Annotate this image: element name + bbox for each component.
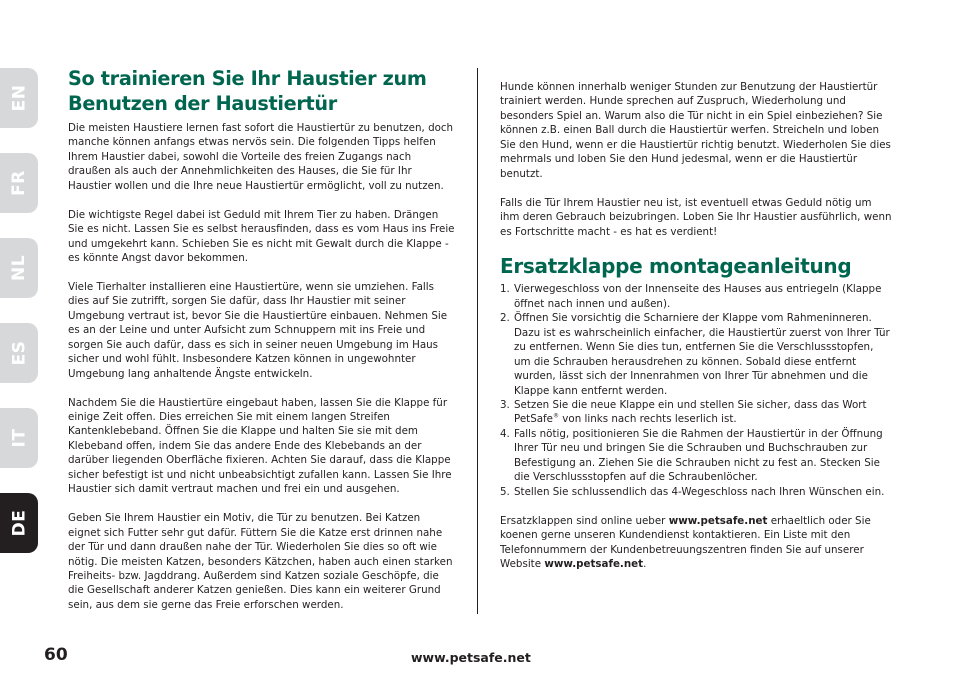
step-item [500,398,892,427]
tab-en-label: EN [9,84,29,112]
step-text: Stellen Sie schlussendlich das 4-Wegeschloss nach Ihren Wünschen ein. [514,485,885,498]
tab-it[interactable] [0,408,38,468]
training-heading: So trainieren Sie Ihr Haustier zum Benutzen der Haustiertür [68,67,427,115]
left-paragraph-5: Geben Sie Ihrem Haustier ein Motiv, die Tür zu benutzen. Bei Katzen eignet sich Futter sehr gut dafür. Füttern Sie die Katze erst drinnen nahe der Tür und dann draußen nahe der Tür. Wiederholen Sie dies so oft wie nötig. Die meisten Katzen, besonders Kätzchen, haben auch einen starken Freiheits- bzw. Jagddrang. Außerdem sind Katzen soziale Geschöpfe, die die Gesellschaft anderer Katzen genießen. Dies kann ein weiterer Grund sein, aus dem sie gerne das Freie erforschen werden. [68,512,453,611]
right-column [500,80,892,571]
tab-en[interactable] [0,68,38,128]
right-paragraph-1: Hunde können innerhalb weniger Stunden zur Benutzung der Haustiertür trainiert werden. Hunde sprechen auf Zuspruch, Wiederholung und besonders Spiel an. Warum also die Tür nicht in ein Spiel einbeziehen? Sie können z.B. einen Ball durch die Haustiertür werfen. Streicheln und loben Sie den Hund, wenn er die Haustiertür richtig benutzt. Wiederholen Sie dies mehrmals und loben Sie den Hund jedesmal, wenn er die Haustiertür benutzt. [500,81,891,180]
petsafe-link[interactable]: www.petsafe.net [544,558,644,570]
column-divider [477,68,478,614]
step-text: Öffnen Sie vorsichtig die Scharniere der Klappe vom Rahmeninneren. Dazu ist es wahrscheinlich einfacher, die Haustiertür zuerst von Ihrer Tür zu entfernen. Wenn Sie dies tun, entfernen Sie die Verschlussstopfen, um die Schrauben herausdrehen zu können. Sobald diese entfernt wurden, lässt sich der Innenrahmen von Ihrer Tür abnehmen und die Klappe kann entfernt werden. [514,312,890,397]
left-paragraph-4: Nachdem Sie die Haustiertüre eingebaut haben, lassen Sie die Klappe für einige Zeit offen. Dies erreichen Sie mit einem langen Streifen Kantenklebeband. Öffnen Sie die Klappe und halten Sie sie mit dem Klebeband offen, indem Sie das andere Ende des Klebebands an der darüber liegenden Oberfläche fixieren. Achten Sie darauf, dass die Klappe sicher befestigt ist und nicht unbeabsichtigt zufallen kann. Lassen Sie Ihre Haustier sich damit vertraut machen und frei ein und ausgehen. [68,396,452,496]
left-paragraph-2: Die wichtigste Regel dabei ist Geduld mit Ihrem Tier zu haben. Drängen Sie es nicht. Lassen Sie es selbst herausfinden, dass es vom Haus ins Freie und umgekehrt kann. Schieben Sie es nicht mit Gewalt durch die Klappe - es könnte Angst davor bekommen. [68,208,455,265]
left-paragraph-3: Viele Tierhalter installieren eine Haustiertüre, wenn sie umziehen. Falls dies auf Sie zutrifft, sorgen Sie dafür, dass Ihr Haustier mit seiner Umgebung vertraut ist, bevor Sie die Haustiertüre einbauen. Nehmen Sie es an der Leine und unter Aufsicht zum Schnuppern mit ins Freie und sorgen Sie auch dafür, dass es sich in seiner neuen Umgebung im Haus sicher und wohl fühlt. Insbesondere Katzen können in ungewohnter Umgebung lang anhaltende Ängste entwickeln. [68,280,448,380]
tab-de[interactable] [0,493,38,553]
left-column [68,66,455,612]
step-text: Falls nötig, positionieren Sie die Rahmen der Haustiertür in der Öffnung Ihrer Tür neu und bringen Sie die Schrauben und Buchschrauben zur Befestigung an. Ziehen Sie die Schrauben nicht zu fest an. Stecken Sie die Verschlussstopfen auf die Schraubenlöcher. [514,427,883,484]
closing-paragraph [500,514,892,572]
petsafe-link[interactable]: www.petsafe.net [668,514,768,527]
tab-es[interactable] [0,323,38,383]
tab-fr-label: FR [8,170,29,196]
step-text: Vierwegeschloss von der Innenseite des Hauses aus entriegeln (Klappe öffnet nach innen und außen). [514,283,882,310]
step-number: 5. [500,485,510,498]
step-text: Setzen Sie die neue Klappe ein und stellen Sie sicher, dass das Wort PetSafe [514,399,867,426]
registered-mark: ® [553,413,560,421]
step-item [500,427,892,485]
step-item [500,311,892,398]
step-item [500,282,892,311]
left-paragraph-1: Die meisten Haustiere lernen fast sofort die Haustiertür zu benutzen, doch manche können anfangs etwas nervös sein. Die folgenden Tipps helfen Ihrem Haustier dabei, sowohl die Vorteile des freien Zugangs nach draußen als auch der Annehmlichkeiten des Hauses, die Sie für Ihr Haustier wollen und die Ihre neue Haustiertür ermöglicht, voll zu nutzen. [68,122,454,192]
replacement-flap-heading: Ersatzklappe montageanleitung [500,254,852,279]
footer-url[interactable]: www.petsafe.net [411,650,531,665]
tab-nl-label: NL [9,254,29,282]
installation-steps [500,282,892,499]
tab-nl[interactable] [0,238,38,298]
step-number: 1. [500,283,510,296]
step-number: 3. [500,399,510,412]
tab-fr[interactable] [0,153,38,213]
closing-text: . [643,558,647,570]
tab-es-label: ES [8,340,29,366]
step-text: von links nach rechts leserlich ist. [559,413,737,426]
tab-it-label: IT [8,428,29,448]
closing-text: erhaeltlich oder Sie koenen gerne unseren Kundendienst kontaktieren. Ein Liste mit den Telefonnummern der Kundenbetreuungszentren finden Sie auf unserer Website [500,514,871,570]
step-number: 2. [500,312,510,325]
page-number: 60 [44,645,68,665]
right-paragraph-2: Falls die Tür Ihrem Haustier neu ist, ist eventuell etwas Geduld nötig um ihm deren Gebrauch beizubringen. Loben Sie Ihr Haustier ausführlich, wenn es Fortschritte macht - es hat es verdient! [500,196,892,238]
tab-de-label: DE [8,509,29,537]
closing-text: Ersatzklappen sind online ueber [500,514,669,527]
step-number: 4. [500,427,510,440]
step-item [500,485,892,499]
